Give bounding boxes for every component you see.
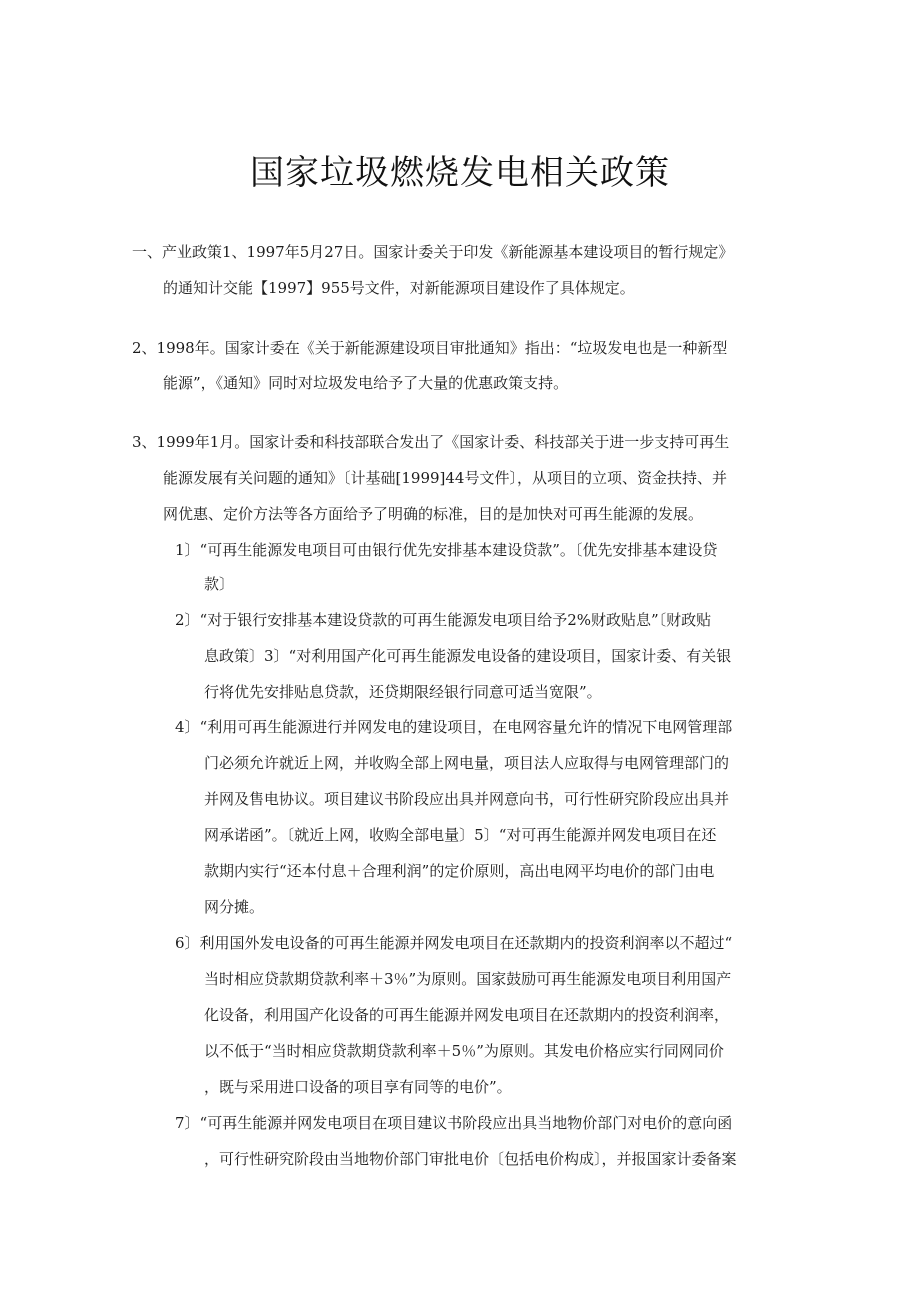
text-line: 行将优先安排贴息贷款，还贷期限经银行同意可适当宽限”。 [204,683,602,701]
text-line: 能源发展有关问题的通知》〔计基础[1999]44号文件〕，从项目的立项、资金扶持、并 [163,469,727,487]
text-line: 2、1998年。国家计委在《关于新能源建设项目审批通知》指出：“垃圾发电也是一种新型 [132,339,728,357]
text-line: 的通知计交能【1997】955号文件，对新能源项目建设作了具体规定。 [163,279,635,297]
text-line: 1〕“可再生能源发电项目可由银行优先安排基本建设贷款”。〔优先安排基本建设贷 [175,541,718,559]
text-line: 6〕利用国外发电设备的可再生能源并网发电项目在还款期内的投资利润率以不超过“ [175,934,733,952]
text-line: 3、1999年1月。国家计委和科技部联合发出了《国家计委、科技部关于进一步支持可再生 [132,433,730,451]
text-line: ，可行性研究阶段由当地物价部门审批电价〔包括电价构成〕，并报国家计委备案 [204,1150,737,1168]
text-line: 息政策〕3〕“对利用国产化可再生能源发电设备的建设项目，国家计委、有关银 [204,647,732,665]
text-line: 7〕“可再生能源并网发电项目在项目建议书阶段应出具当地物价部门对电价的意向函 [175,1114,733,1132]
text-line: 网优惠、定价方法等各方面给予了明确的标准，目的是加快对可再生能源的发展。 [163,505,704,523]
text-line: 当时相应贷款期贷款利率＋3％”为原则。国家鼓励可再生能源发电项目利用国产 [204,970,732,988]
text-line: 网承诺函”。〔就近上网，收购全部电量〕5〕“对可再生能源并网发电项目在还 [204,826,717,844]
text-line: 化设备，利用国产化设备的可再生能源并网发电项目在还款期内的投资利润率， [204,1006,730,1024]
text-line: 能源”，《通知》同时对垃圾发电给予了大量的优惠政策支持。 [163,374,569,392]
document-title: 国家垃圾燃烧发电相关政策 [250,153,670,193]
text-line: 一、产业政策1、1997年5月27日。国家计委关于印发《新能源基本建设项目的暂行规定》 [132,243,734,261]
text-line: 网分摊。 [204,898,265,916]
text-line: 2〕“对于银行安排基本建设贷款的可再生能源发电项目给予2%财政贴息”〔财政贴 [175,611,712,629]
text-line: 以不低于“当时相应贷款期贷款利率＋5％”为原则。其发电价格应实行同网同价 [204,1042,724,1060]
text-line: 款期内实行“还本付息＋合理利润”的定价原则，高出电网平均电价的部门由电 [204,862,715,880]
text-line: ，既与采用进口设备的项目享有同等的电价”。 [204,1078,512,1096]
text-line: 并网及售电协议。项目建议书阶段应出具并网意向书，可行性研究阶段应出具并 [204,790,730,808]
text-line: 款〕 [204,575,235,593]
text-line: 门必须允许就近上网，并收购全部上网电量，项目法人应取得与电网管理部门的 [204,754,730,772]
text-line: 4〕“利用可再生能源进行并网发电的建设项目，在电网容量允许的情况下电网管理部 [175,718,733,736]
